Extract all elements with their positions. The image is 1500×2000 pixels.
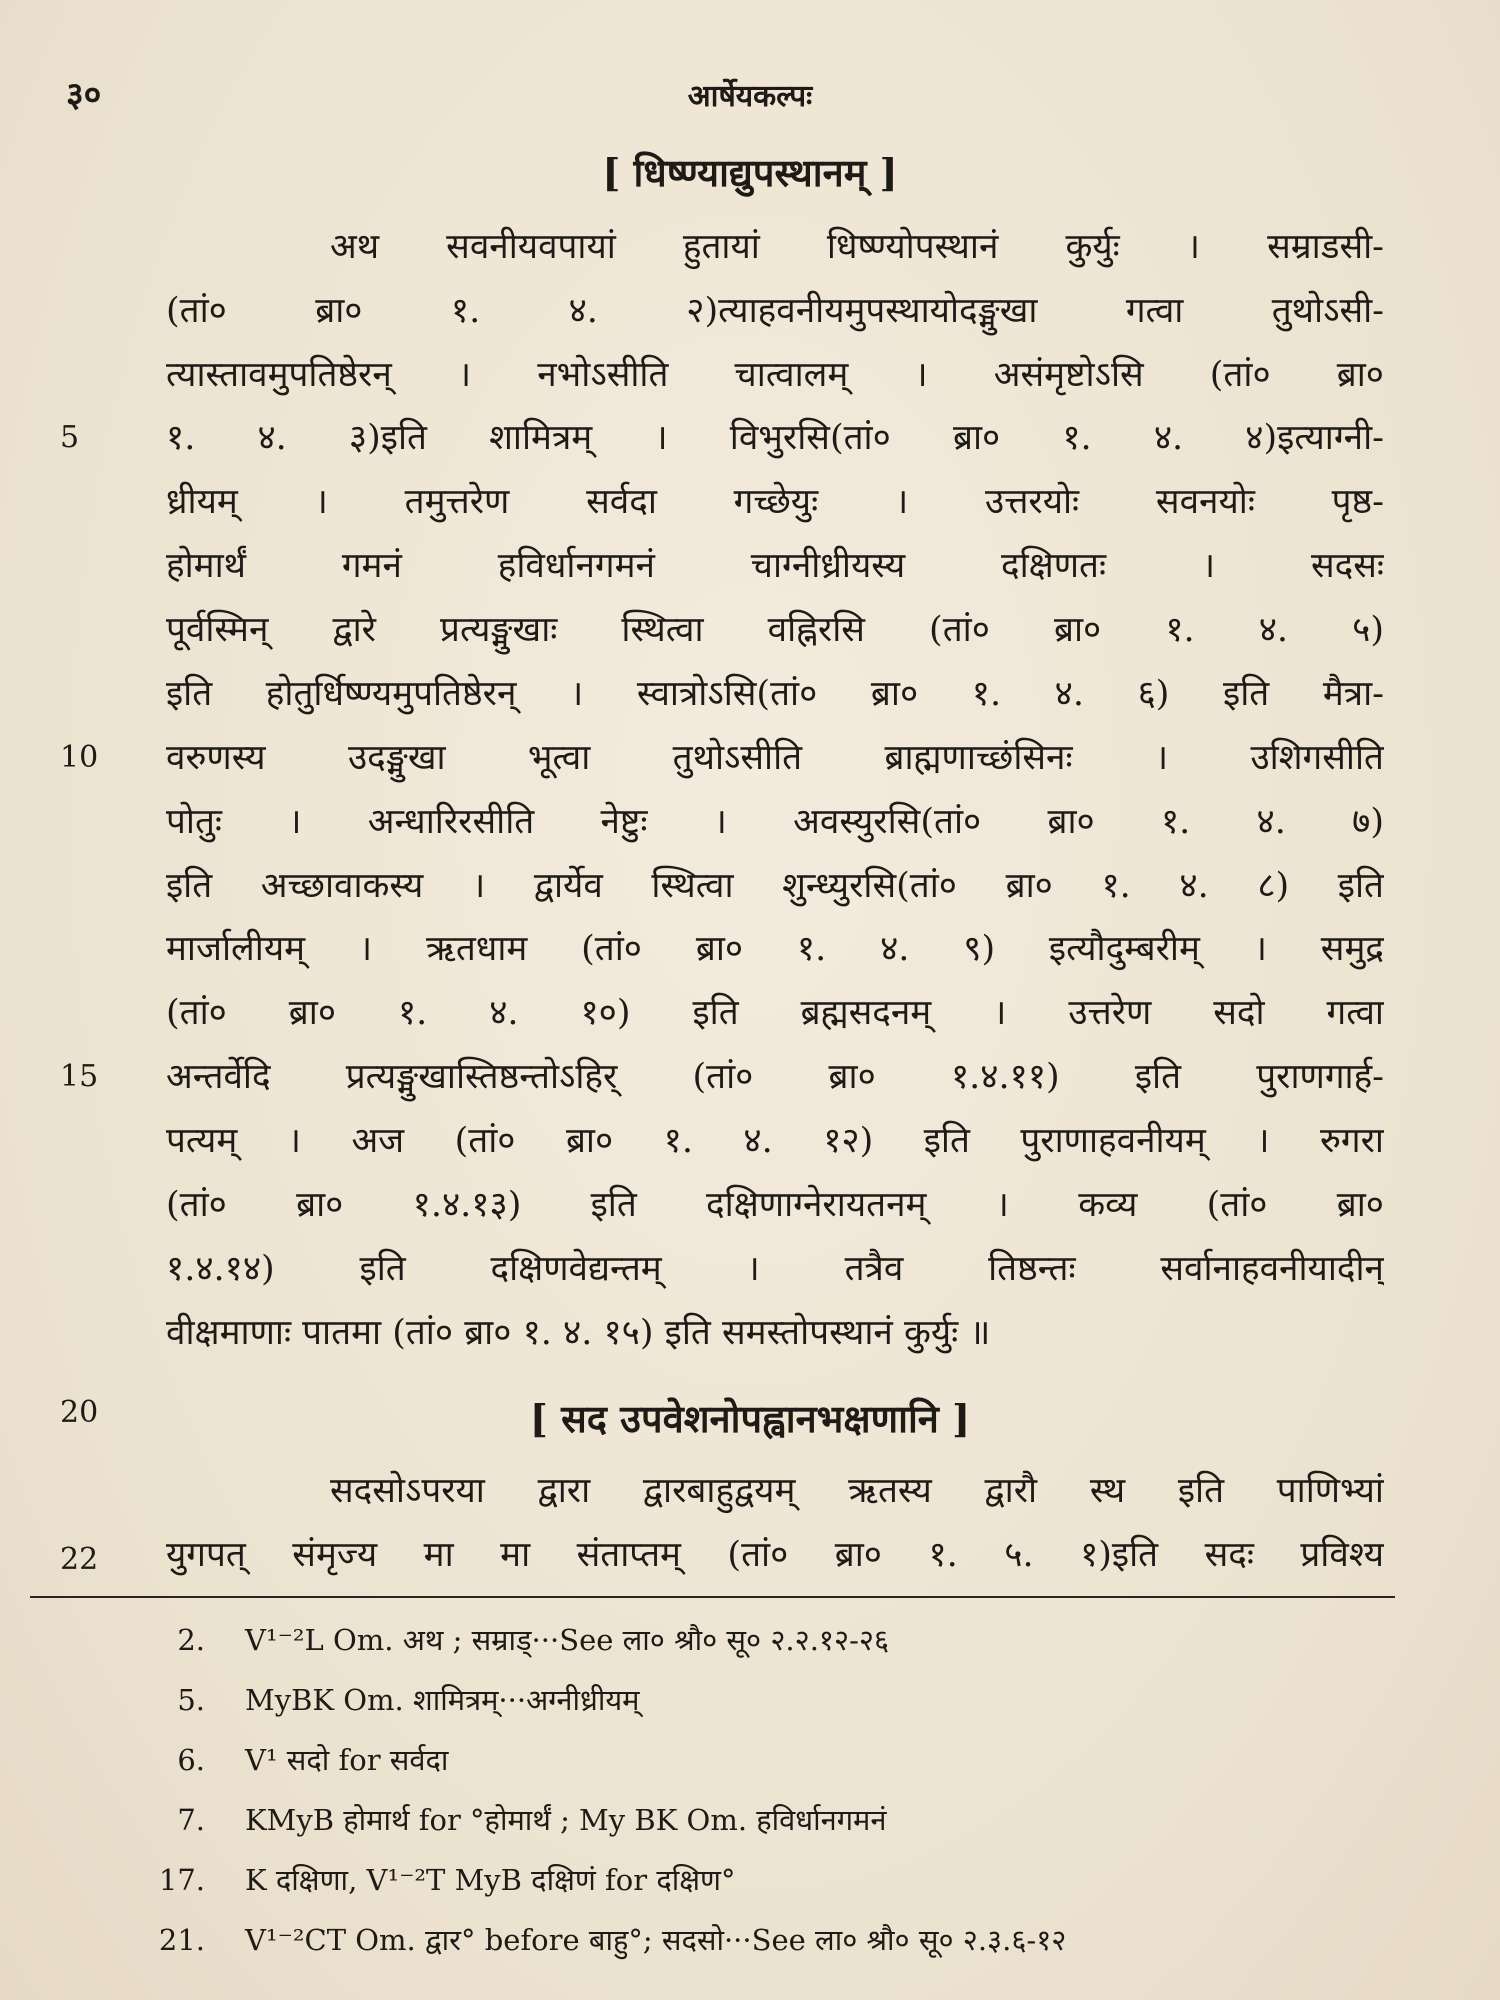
section-heading-dhishnya: [ धिष्ण्याद्युपस्थानम् ]	[602, 150, 898, 195]
line-number: 10	[60, 740, 99, 775]
text-line: पत्यम् । अज (तां० ब्रा० १. ४. १२) इति पुराणाहवनीयम् । रुगरा	[166, 1121, 1384, 1161]
footnote-text: KMyB होमार्थ for °होमार्थं ; My BK Om. हविर्धानगमनं	[245, 1803, 887, 1837]
footnote-number: 21.	[158, 1923, 205, 1957]
text-line: इति होतुर्धिष्ण्यमुपतिष्ठेरन् । स्वात्रोऽसि(तां० ब्रा० १. ४. ६) इति मैत्रा-	[166, 674, 1384, 714]
footnote	[100, 1618, 1400, 1662]
footnote-text: K दक्षिणा, V¹⁻²T MyB दक्षिणं for दक्षिण°	[245, 1863, 736, 1897]
text-line: (तां० ब्रा० १. ४. १०) इति ब्रह्मसदनम् । उत्तरेण सदो गत्वा	[166, 993, 1384, 1033]
footnote-text: V¹⁻²CT Om. द्वार° before बाहु°; सदसो···See ला० श्रौ० सू० २.३.६-१२	[245, 1923, 1067, 1957]
footnote	[100, 1738, 1400, 1782]
footnote	[100, 1858, 1400, 1902]
section-heading-sada: [ सद उपवेशनोपह्वानभक्षणानि ]	[529, 1396, 971, 1441]
text-line: त्यास्तावमुपतिष्ठेरन् । नभोऽसीति चात्वालम् । असंमृष्टोऽसि (तां० ब्रा०	[166, 355, 1384, 395]
footnote-divider	[30, 1596, 1395, 1598]
text-line: युगपत् संमृज्य मा मा संताप्तम् (तां० ब्रा० १. ५. १)इति सदः प्रविश्य	[166, 1535, 1384, 1575]
text-line: (तां० ब्रा० १. ४. २)त्याहवनीयमुपस्थायोदङ्मुखा गत्वा तुथोऽसी-	[166, 291, 1384, 331]
line-number: 15	[60, 1059, 99, 1094]
text-line: पोतुः । अन्धारिरसीति नेष्टुः । अवस्युरसि(तां० ब्रा० १. ४. ७)	[166, 802, 1384, 842]
footnote	[100, 1678, 1400, 1722]
footnote-number: 7.	[177, 1803, 205, 1837]
line-number: 5	[60, 420, 80, 455]
page-number: ३०	[66, 75, 102, 115]
running-title: आर्षेयकल्पः	[687, 79, 813, 114]
footnote-text: MyBK Om. शामित्रम्···अग्नीध्रीयम्	[245, 1683, 640, 1717]
footnote-number: 2.	[177, 1623, 205, 1657]
text-line: होमार्थं गमनं हविर्धानगमनं चाग्नीध्रीयस्य दक्षिणतः । सदसः	[166, 546, 1384, 586]
text-line: वरुणस्य उदङ्मुखा भूत्वा तुथोऽसीति ब्राह्मणाच्छंसिनः । उशिगसीति	[166, 738, 1384, 778]
footnote-text: V¹ सदो for सर्वदा	[245, 1743, 449, 1777]
line-number: 20	[60, 1395, 99, 1430]
footnote-number: 5.	[177, 1683, 205, 1717]
footnote	[100, 1918, 1400, 1962]
footnote-number: 17.	[158, 1863, 205, 1897]
line-number: 22	[60, 1542, 99, 1577]
text-line: (तां० ब्रा० १.४.१३) इति दक्षिणाग्नेरायतनम् । कव्य (तां० ब्रा०	[166, 1185, 1384, 1225]
footnote-text: V¹⁻²L Om. अथ ; सम्राड्···See ला० श्रौ० सू० २.२.१२-२६	[245, 1623, 890, 1657]
text-line: ध्रीयम् । तमुत्तरेण सर्वदा गच्छेयुः । उत्तरयोः सवनयोः पृष्ठ-	[166, 482, 1384, 522]
text-line: १. ४. ३)इति शामित्रम् । विभुरसि(तां० ब्रा० १. ४. ४)इत्याग्नी-	[166, 418, 1384, 458]
text-line: इति अच्छावाकस्य । द्वार्येव स्थित्वा शुन्ध्युरसि(तां० ब्रा० १. ४. ८) इति	[166, 866, 1384, 906]
text-line: पूर्वस्मिन् द्वारे प्रत्यङ्मुखाः स्थित्वा वह्निरसि (तां० ब्रा० १. ४. ५)	[166, 610, 1384, 650]
footnote-number: 6.	[177, 1743, 205, 1777]
footnote	[100, 1798, 1400, 1842]
text-line: अथ सवनीयवपायां हुतायां धिष्ण्योपस्थानं कुर्युः । सम्राडसी-	[330, 227, 1384, 267]
text-line: मार्जालीयम् । ऋतधाम (तां० ब्रा० १. ४. ९) इत्यौदुम्बरीम् । समुद्र	[166, 929, 1384, 969]
text-line: १.४.१४) इति दक्षिणवेद्यन्तम् । तत्रैव तिष्ठन्तः सर्वानाहवनीयादीन्	[166, 1249, 1384, 1289]
text-line: सदसोऽपरया द्वारा द्वारबाहुद्वयम् ऋतस्य द्वारौ स्थ इति पाणिभ्यां	[330, 1471, 1384, 1511]
text-line: अन्तर्वेदि प्रत्यङ्मुखास्तिष्ठन्तोऽहिर् (तां० ब्रा० १.४.११) इति पुराणगार्ह-	[166, 1057, 1384, 1097]
text-line: वीक्षमाणाः पातमा (तां० ब्रा० १. ४. १५) इति समस्तोपस्थानं कुर्युः ॥	[166, 1313, 991, 1353]
